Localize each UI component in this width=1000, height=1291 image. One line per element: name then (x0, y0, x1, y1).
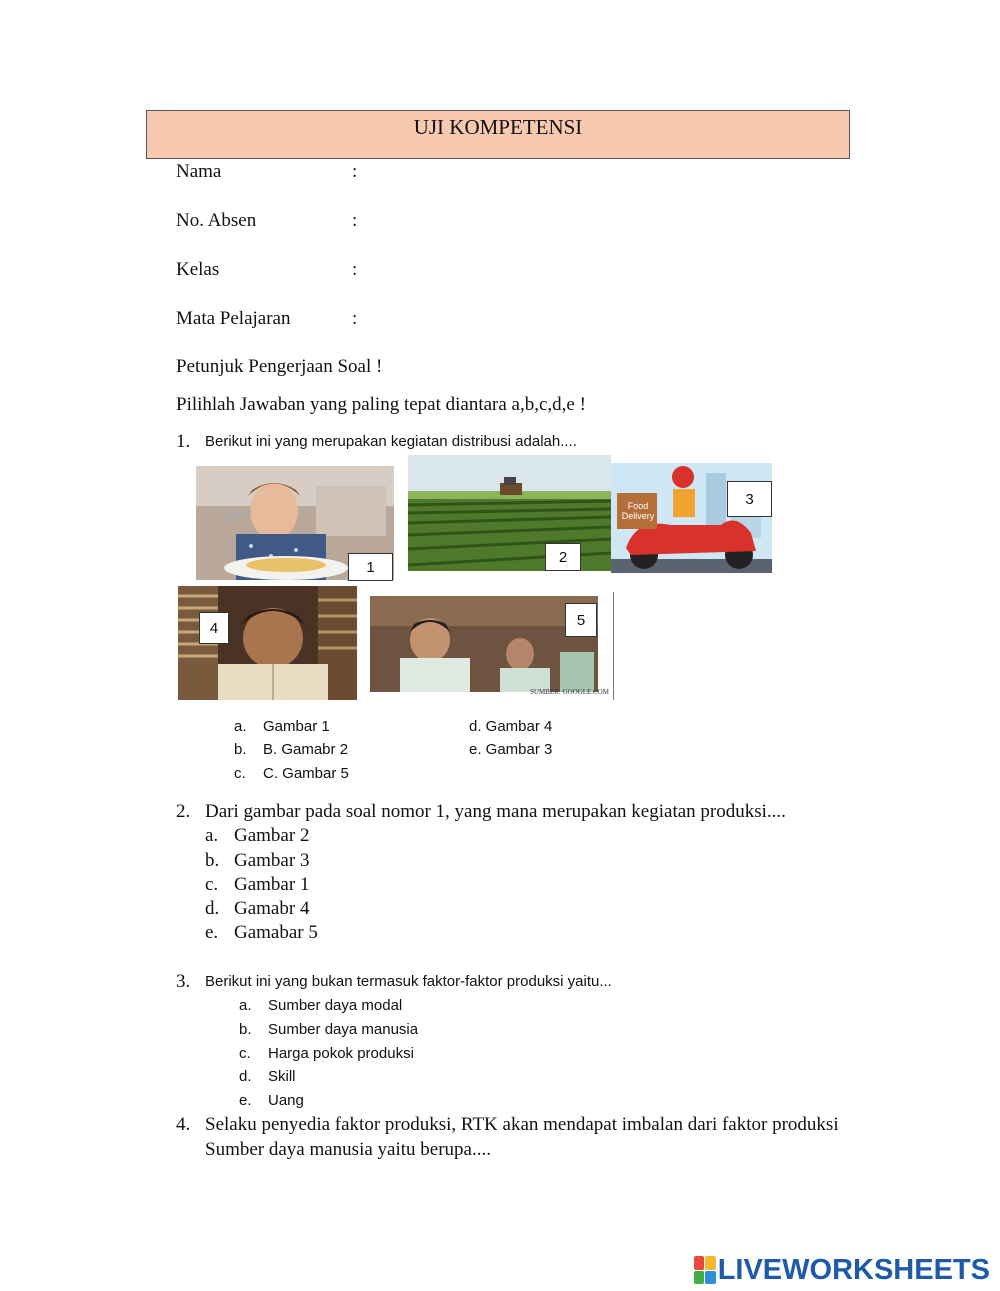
question-text: Berikut ini yang merupakan kegiatan distribusi adalah.... (205, 433, 577, 450)
question-number: 2. (176, 801, 191, 822)
option-letter: a. (239, 997, 252, 1014)
question-text: Berikut ini yang bukan termasuk faktor-faktor produksi yaitu... (205, 973, 612, 990)
page-title: UJI KOMPETENSI (146, 110, 850, 159)
field-label-nama: Nama (176, 161, 222, 182)
question-number: 4. (176, 1114, 191, 1135)
option-letter: b. (205, 850, 220, 871)
option-letter: c. (205, 874, 219, 895)
field-label-mata-pelajaran: Mata Pelajaran (176, 308, 291, 329)
option-text[interactable]: C. Gambar 5 (263, 765, 349, 782)
option-text[interactable]: Uang (268, 1092, 304, 1109)
field-colon: : (352, 259, 358, 280)
field-colon: : (352, 308, 358, 329)
option-letter: d. (239, 1068, 252, 1085)
logo-mark-icon (694, 1256, 716, 1284)
question-text: Dari gambar pada soal nomor 1, yang mana merupakan kegiatan produksi.... (205, 801, 786, 822)
liveworksheets-logo (694, 1253, 990, 1287)
option-letter: e. (205, 922, 219, 943)
image-number-tag: 5 (565, 603, 597, 637)
image-food-delivery (611, 463, 772, 573)
option-letter: c. (234, 765, 246, 782)
field-label-no-absen: No. Absen (176, 210, 257, 231)
field-colon: : (352, 210, 358, 231)
option-letter: c. (239, 1045, 251, 1062)
image-number-tag: 4 (199, 612, 229, 644)
image-number-tag: 3 (727, 481, 772, 517)
option-text[interactable]: Gambar 1 (234, 874, 310, 895)
option-text[interactable]: Gambar 1 (263, 718, 330, 735)
option-text[interactable]: e. Gambar 3 (469, 741, 553, 758)
image-credit: SUMBER: GOOGLE.COM (530, 688, 609, 696)
image-number-tag: 1 (348, 553, 393, 581)
logo-text: LIVEWORKSHEETS (717, 1253, 990, 1286)
option-text[interactable]: B. Gamabr 2 (263, 741, 349, 758)
instructions-heading: Petunjuk Pengerjaan Soal ! (176, 356, 383, 377)
option-letter: b. (234, 741, 247, 758)
option-text[interactable]: Sumber daya modal (268, 997, 403, 1014)
option-text[interactable]: Gambar 2 (234, 825, 310, 846)
option-letter: a. (205, 825, 219, 846)
option-text[interactable]: Gambar 3 (234, 850, 310, 871)
option-text[interactable]: Sumber daya manusia (268, 1021, 419, 1038)
option-text[interactable]: Gamabar 5 (234, 922, 318, 943)
option-text[interactable]: Harga pokok produksi (268, 1045, 414, 1062)
option-text[interactable]: Gamabr 4 (234, 898, 310, 919)
option-text[interactable]: Skill (268, 1068, 296, 1085)
option-letter: e. (239, 1092, 252, 1109)
question-number: 1. (176, 431, 191, 452)
instructions-text: Pilihlah Jawaban yang paling tepat diantara a,b,c,d,e ! (176, 394, 586, 415)
question-text: Selaku penyedia faktor produksi, RTK akan mendapat imbalan dari faktor produksi (205, 1114, 839, 1135)
option-text[interactable]: d. Gambar 4 (469, 718, 553, 735)
image-number-tag: 2 (545, 543, 581, 571)
delivery-sign-text: Food Delivery (621, 501, 655, 521)
question-number: 3. (176, 971, 191, 992)
option-letter: d. (205, 898, 220, 919)
question-text-continued: Sumber daya manusia yaitu berupa.... (205, 1139, 491, 1160)
field-label-kelas: Kelas (176, 259, 220, 280)
option-letter: a. (234, 718, 247, 735)
field-colon: : (352, 161, 358, 182)
option-letter: b. (239, 1021, 252, 1038)
